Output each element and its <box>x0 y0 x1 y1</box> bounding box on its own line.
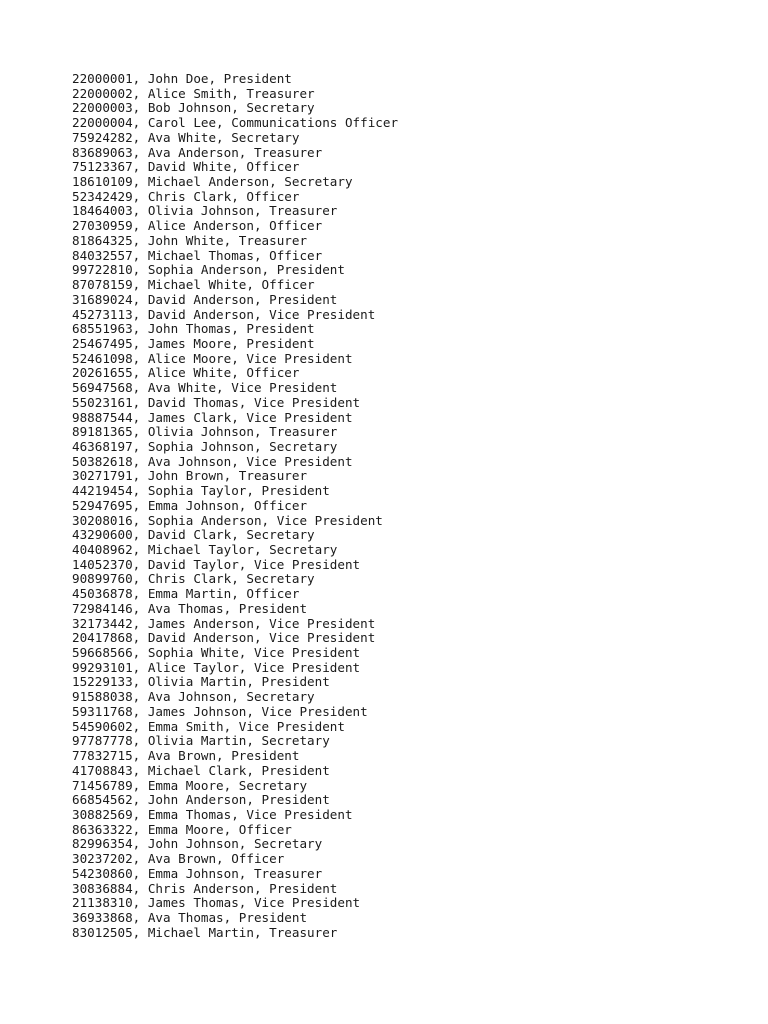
record-line: 14052370, David Taylor, Vice President <box>72 556 361 572</box>
record-line: 40408962, Michael Taylor, Secretary <box>72 542 338 557</box>
record-line: 55023161, David Thomas, Vice President <box>72 394 361 410</box>
record-line: 86363322, Emma Moore, Officer <box>72 821 292 837</box>
record-line: 66854562, John Anderson, President <box>72 792 330 808</box>
record-line: 31689024, David Anderson, President <box>72 291 338 307</box>
record-line: 97787778, Olivia Martin, Secretary <box>72 733 330 749</box>
record-line: 77832715, Ava Brown, President <box>72 748 300 764</box>
record-line: 54230860, Emma Johnson, Treasurer <box>72 865 323 881</box>
record-line: 81864325, John White, Treasurer <box>72 232 308 248</box>
record-line: 30836884, Chris Anderson, President <box>72 880 338 896</box>
record-line: 83012505, Michael Martin, Treasurer <box>72 924 338 940</box>
record-line: 18610109, Michael Anderson, Secretary <box>72 174 353 190</box>
record-line: 59668566, Sophia White, Vice President <box>72 645 361 661</box>
record-line: 15229133, Olivia Martin, President <box>72 674 330 690</box>
record-line: 54590602, Emma Smith, Vice President <box>72 718 345 734</box>
record-line: 71456789, Emma Moore, Secretary <box>72 777 308 793</box>
record-line: 41708843, Michael Clark, President <box>72 762 330 778</box>
record-line: 84032557, Michael Thomas, Officer <box>72 247 323 263</box>
record-line: 27030959, Alice Anderson, Officer <box>72 218 323 234</box>
record-line: 45036878, Emma Martin, Officer <box>72 586 300 602</box>
record-line: 83689063, Ava Anderson, Treasurer <box>72 144 323 160</box>
record-line: 75924282, Ava White, Secretary <box>72 129 300 145</box>
record-line: 99293101, Alice Taylor, Vice President <box>72 659 361 675</box>
record-line: 52461098, Alice Moore, Vice President <box>72 350 353 366</box>
record-line: 43290600, David Clark, Secretary <box>72 527 315 543</box>
record-line: 89181365, Olivia Johnson, Treasurer <box>72 424 338 440</box>
record-line: 72984146, Ava Thomas, President <box>72 600 308 616</box>
record-line: 52342429, Chris Clark, Officer <box>72 188 300 204</box>
record-line: 25467495, James Moore, President <box>72 335 315 351</box>
record-line: 91588038, Ava Johnson, Secretary <box>72 689 315 705</box>
record-line: 30882569, Emma Thomas, Vice President <box>72 806 353 822</box>
record-line: 18464003, Olivia Johnson, Treasurer <box>72 203 338 219</box>
record-line: 22000003, Bob Johnson, Secretary <box>72 100 315 116</box>
record-line: 87078159, Michael White, Officer <box>72 277 315 293</box>
record-line: 30208016, Sophia Anderson, Vice President <box>72 512 383 528</box>
record-line: 68551963, John Thomas, President <box>72 321 315 337</box>
record-line: 82996354, John Johnson, Secretary <box>72 836 323 852</box>
record-line: 30271791, John Brown, Treasurer <box>72 468 308 484</box>
record-line: 99722810, Sophia Anderson, President <box>72 262 345 278</box>
record-line: 75123367, David White, Officer <box>72 159 300 175</box>
record-line: 32173442, James Anderson, Vice President <box>72 615 376 631</box>
record-line: 46368197, Sophia Johnson, Secretary <box>72 438 338 454</box>
record-line: 56947568, Ava White, Vice President <box>72 380 338 396</box>
record-line: 22000004, Carol Lee, Communications Officer <box>72 115 399 131</box>
record-list <box>72 72 398 940</box>
record-line: 50382618, Ava Johnson, Vice President <box>72 453 353 469</box>
record-line: 90899760, Chris Clark, Secretary <box>72 571 315 587</box>
record-line: 22000002, Alice Smith, Treasurer <box>72 85 315 101</box>
record-line: 52947695, Emma Johnson, Officer <box>72 497 308 513</box>
record-line: 36933868, Ava Thomas, President <box>72 909 308 925</box>
record-line: 22000001, John Doe, President <box>72 71 292 86</box>
record-line: 30237202, Ava Brown, Officer <box>72 851 285 867</box>
record-line: 21138310, James Thomas, Vice President <box>72 895 361 911</box>
record-line: 98887544, James Clark, Vice President <box>72 409 353 425</box>
record-line: 45273113, David Anderson, Vice President <box>72 306 376 322</box>
record-line: 59311768, James Johnson, Vice President <box>72 703 368 719</box>
record-line: 20261655, Alice White, Officer <box>72 365 300 381</box>
record-line: 44219454, Sophia Taylor, President <box>72 483 330 499</box>
record-line: 20417868, David Anderson, Vice President <box>72 630 376 646</box>
